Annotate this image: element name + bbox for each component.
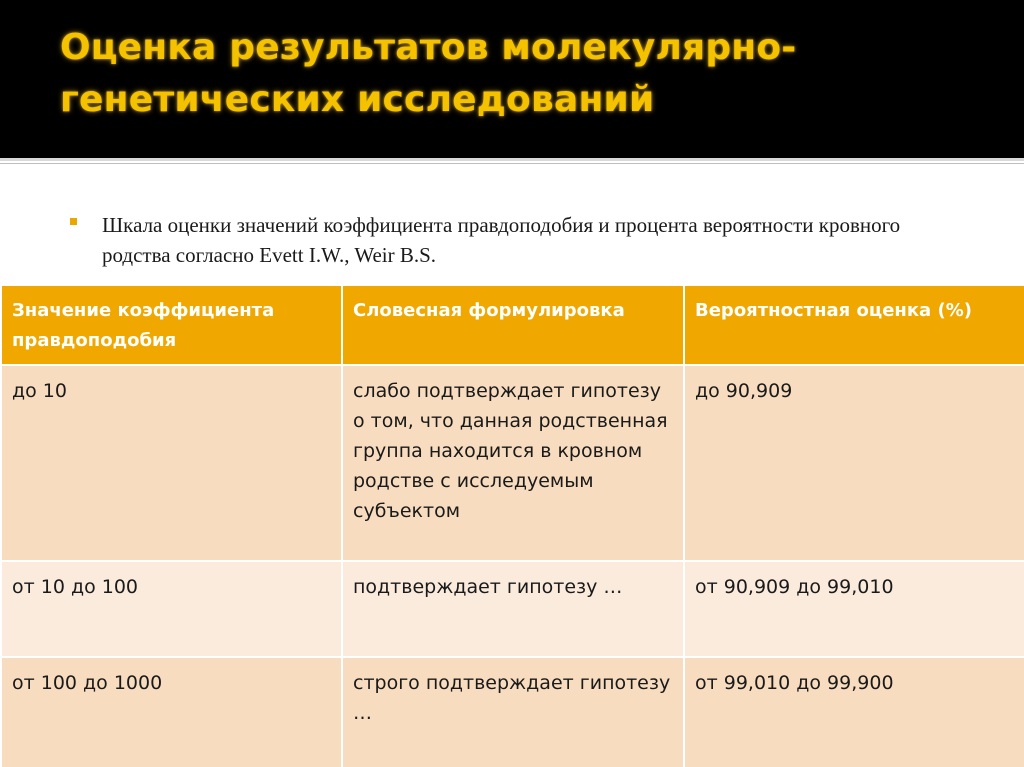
cell-probability: от 99,010 до 99,900 bbox=[684, 657, 1024, 767]
cell-probability: от 90,909 до 99,010 bbox=[684, 561, 1024, 657]
table-header-row bbox=[1, 285, 1024, 365]
cell-verbal-wording: подтверждает гипотезу … bbox=[342, 561, 684, 657]
cell-likelihood-value: от 100 до 1000 bbox=[1, 657, 342, 767]
cell-probability: до 90,909 bbox=[684, 365, 1024, 561]
header-probability: Вероятностная оценка (%) bbox=[684, 285, 1024, 365]
table-row bbox=[1, 561, 1024, 657]
title-divider bbox=[0, 158, 1024, 161]
cell-likelihood-value: до 10 bbox=[1, 365, 342, 561]
cell-likelihood-value: от 10 до 100 bbox=[1, 561, 342, 657]
table-row bbox=[1, 365, 1024, 561]
bullet-text: Шкала оценки значений коэффициента правдоподобия и процента вероятности кровного родства согласно Evett I.W., Weir B.S. bbox=[102, 213, 901, 267]
likelihood-table bbox=[0, 284, 1024, 767]
cell-verbal-wording: строго подтверждает гипотезу … bbox=[342, 657, 684, 767]
square-bullet-icon bbox=[70, 218, 77, 225]
title-divider-thin bbox=[0, 163, 1024, 164]
cell-verbal-wording: слабо подтверждает гипотезу о том, что данная родственная группа находится в кровном родстве с исследуемым субъектом bbox=[342, 365, 684, 561]
slide-title: Оценка результатов молекулярно-генетических исследований bbox=[60, 27, 797, 120]
title-band bbox=[0, 0, 1024, 158]
header-likelihood-value: Значение коэффициента правдоподобия bbox=[1, 285, 342, 365]
header-verbal-wording: Словесная формулировка bbox=[342, 285, 684, 365]
table-row bbox=[1, 657, 1024, 767]
